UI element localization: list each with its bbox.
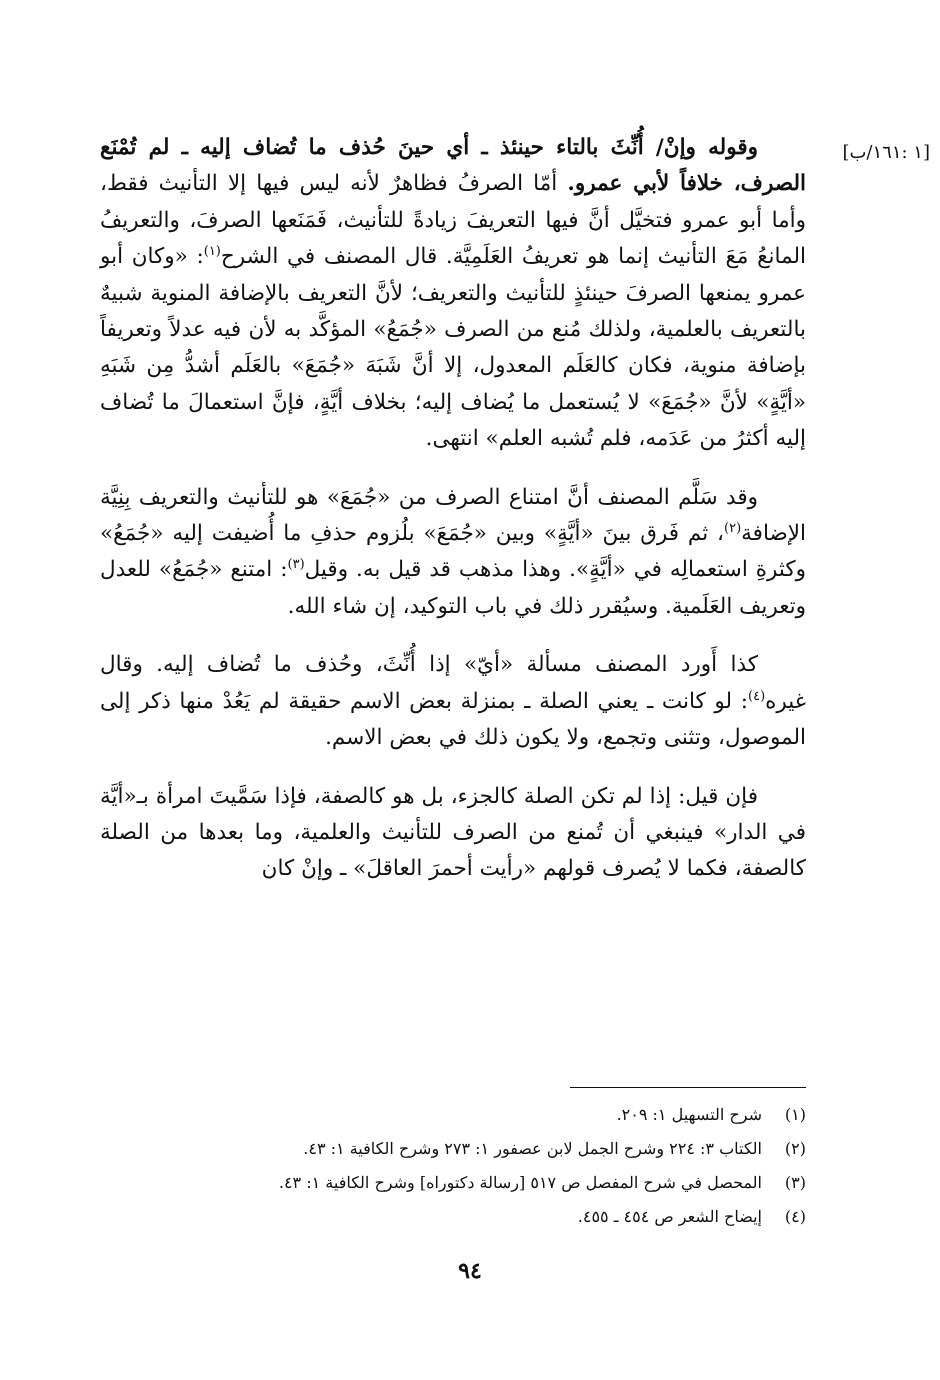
paragraph-text: فإن قيل: إذا لم تكن الصلة كالجزء، بل هو كالصفة، فإذا سَمَّيتَ امرأة بـ«أيَّة في الدار» فينبغي أن تُمنع من الصرف للتأنيث والعلمية، وما بعدها من الصلة كالصفة، فكما لا يُصرف قولهم «رأيت أحمرَ العاقلَ» ـ وإنْ كان — [100, 783, 806, 882]
bold-quoted-text: وقوله وإنْ/ أُنِّثَ بالتاء حينئذ ـ أي حينَ حُذف ما تُضاف إليه ـ لم تُمْنَع الصرف، خلافاً لأبي عمرو. — [100, 135, 806, 197]
footnote-text: شرح التسهيل ١: ٢٠٩. — [616, 1105, 762, 1124]
paragraph — [100, 130, 806, 458]
page-number: ٩٤ — [458, 1258, 482, 1284]
footnote-number: (٣) — [784, 1173, 806, 1192]
paragraph-text: كذا أَورد المصنف مسألة «أيّ» إذا أُنِّثَ، وحُذف ما تُضاف إليه. وقال غيره — [100, 652, 806, 714]
paragraph-text: وقد سَلَّم المصنف أنَّ امتناع الصرف من «جُمَعَ» هو للتأنيث والتعريف بِنِيَّة الإضافة — [100, 484, 806, 547]
footnote-number: (٢) — [784, 1139, 806, 1158]
paragraph-text: ، ثم فَرق بينَ «أيَّةٍ» وبين «جُمَعَ» بلُزوم حذفِ ما أُضيفت إليه «جُمَعُ» وكثرةِ استعمالِه في «أيَّةٍ». وهذا مذهب قد قيل به. وقيل — [100, 521, 806, 583]
paragraph — [100, 480, 806, 626]
paragraph — [100, 779, 806, 888]
footnote-marker: (١) — [203, 244, 221, 260]
footnote-text: المحصل في شرح المفصل ص ٥١٧ [رسالة دكتوراه] وشرح الكافية ١: ٤٣. — [278, 1173, 762, 1192]
footnote — [100, 1200, 806, 1234]
footnote-number: (٤) — [784, 1207, 806, 1226]
footnotes — [100, 1098, 806, 1234]
footnote — [100, 1132, 806, 1166]
footnote-marker: (٢) — [724, 520, 742, 536]
footnote-separator — [570, 1087, 806, 1088]
paragraph — [100, 647, 806, 756]
footnote — [100, 1166, 806, 1200]
footnote-number: (١) — [784, 1105, 806, 1124]
paragraph-text: : لو كانت ـ يعني الصلة ـ بمنزلة بعض الاسم حقيقة لم يَعُدْ منها ذكر إلى الموصول، وتثنى وتجمع، ولا يكون ذلك في بعض الاسم. — [100, 688, 806, 751]
paragraph-text: : امتنع «جُمَعُ» للعدل وتعريف العَلَمية. وسيُقرر ذلك في باب التوكيد، إن شاء الله. — [100, 557, 806, 619]
footnote-marker: (٤) — [748, 688, 766, 704]
paragraph-text: أمّا الصرفُ فظاهرٌ لأنه ليس فيها إلا التأنيث فقط، وأما أبو عمرو فتخيَّل أنَّ فيها التعريفَ زيادةً للتأنيث، فَمَنَعها الصرفَ، والتعريفُ المانعُ مَعَ التأنيث إنما هو تعريفُ العَلَمِيَّة. قال المصنف في الشرح — [100, 171, 806, 270]
footnote-text: إيضاح الشعر ص ٤٥٤ ـ ٤٥٥. — [577, 1207, 762, 1226]
main-text — [100, 130, 806, 888]
footnote-marker: (٣) — [287, 557, 305, 573]
paragraph-text: : «وكان أبو عمرو يمنعها الصرفَ حينئذٍ للتأنيث والتعريف؛ لأنَّ التعريف بالإضافة المنوية شبيهٌ بالتعريف بالعلمية، ولذلك مُنع من الصرف «جُمَعُ» المؤكَّد به لأن فيه عدلاً وتعريفاً بإضافة منوية، فكان كالعَلَم المعدول، إلا أنَّ شَبَهَ «جُمَعَ» بالعَلَم أشدُّ مِن شَبَهِ «أيَّةٍ» لأنَّ «جُمَعَ» لا يُستعمل ما يُضاف إليه؛ بخلاف أيَّةٍ، فإنَّ استعمالَ ما تُضاف إليه أكثرُ من عَدَمه، فلم تُشبه العلم» انتهى. — [100, 244, 806, 452]
footnote-text: الكتاب ٣: ٢٢٤ وشرح الجمل لابن عصفور ١: ٢٧٣ وشرح الكافية ١: ٤٣. — [303, 1139, 762, 1158]
footnote — [100, 1098, 806, 1132]
manuscript-folio-reference: [١ :١٦١/ب] — [842, 142, 930, 163]
